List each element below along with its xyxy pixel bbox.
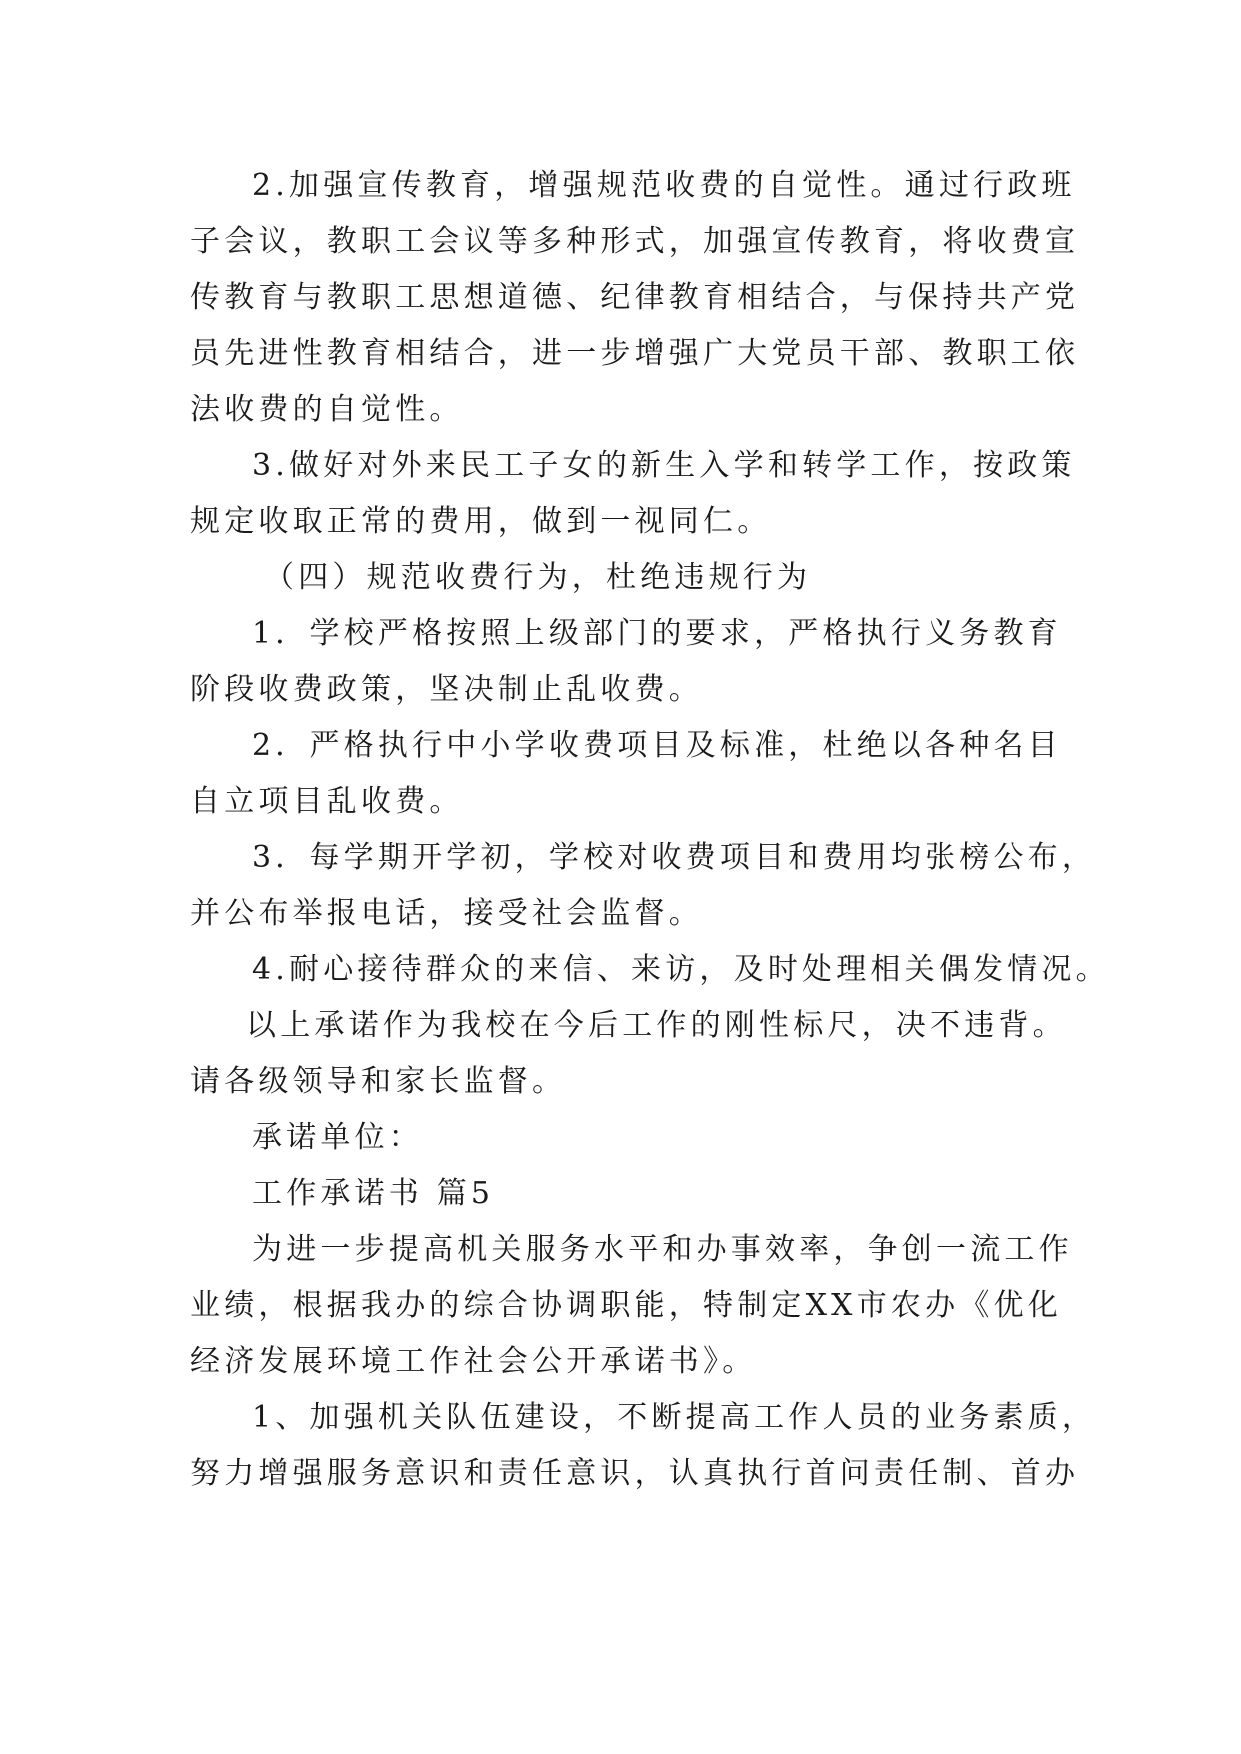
- paragraph-line: 2．严格执行中小学收费项目及标准，杜绝以各种名目: [252, 728, 1062, 763]
- paragraph-line: 员先进性教育相结合，进一步增强广大党员干部、教职工依: [190, 336, 1080, 371]
- paragraph-line: 并公布举报电话，接受社会监督。: [190, 896, 703, 931]
- paragraph-line: 努力增强服务意识和责任意识，认真执行首问责任制、首办: [190, 1456, 1080, 1491]
- paragraph-line: 子会议，教职工会议等多种形式，加强宣传教育，将收费宣: [190, 224, 1080, 259]
- paragraph-line: 3．每学期开学初，学校对收费项目和费用均张榜公布，: [252, 840, 1097, 875]
- paragraph-line: 规定收取正常的费用，做到一视同仁。: [190, 504, 772, 539]
- paragraph-line: 阶段收费政策，坚决制止乱收费。: [190, 672, 703, 707]
- section-title: 工作承诺书 篇5: [252, 1176, 495, 1211]
- paragraph-line: 4.耐心接待群众的来信、来访，及时处理相关偶发情况。: [252, 952, 1110, 987]
- paragraph-line: 1．学校严格按照上级部门的要求，严格执行义务教育: [252, 616, 1062, 651]
- paragraph-line: 2.加强宣传教育，增强规范收费的自觉性。通过行政班: [252, 168, 1076, 203]
- paragraph-line: 为进一步提高机关服务水平和办事效率，争创一流工作: [252, 1232, 1073, 1267]
- paragraph-line: 经济发展环境工作社会公开承诺书》。: [190, 1344, 757, 1379]
- paragraph-line: 以上承诺作为我校在今后工作的刚性标尺，决不违背。: [246, 1008, 1067, 1043]
- section-heading: （四）规范收费行为，杜绝违规行为: [264, 560, 812, 595]
- paragraph-line: 请各级领导和家长监督。: [190, 1064, 567, 1099]
- signature-label: 承诺单位：: [252, 1120, 423, 1155]
- paragraph-line: 3.做好对外来民工子女的新生入学和转学工作，按政策: [252, 448, 1076, 483]
- paragraph-line: 自立项目乱收费。: [190, 784, 464, 819]
- paragraph-line: 传教育与教职工思想道德、纪律教育相结合，与保持共产党: [190, 280, 1080, 315]
- paragraph-line: 法收费的自觉性。: [190, 392, 464, 427]
- paragraph-line: 1、加强机关队伍建设，不断提高工作人员的业务素质，: [252, 1400, 1097, 1435]
- paragraph-line: 业绩，根据我办的综合协调职能，特制定XX市农办《优化: [190, 1288, 1062, 1323]
